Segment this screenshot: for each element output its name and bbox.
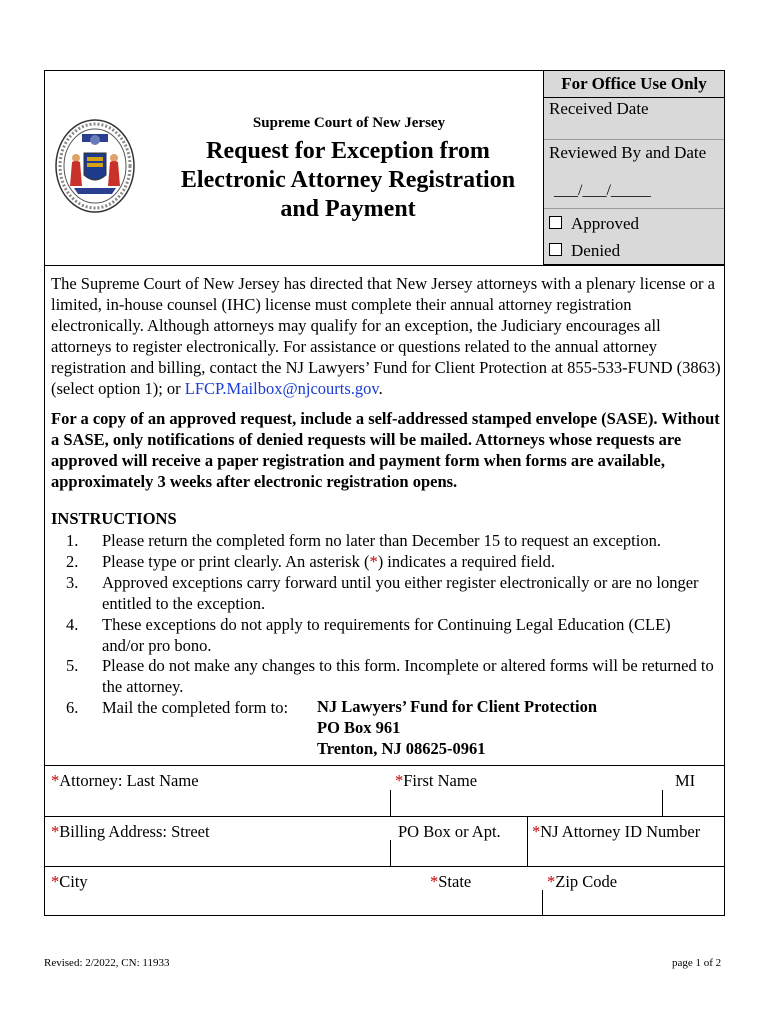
instruction-text: These exceptions do not apply to requirements for Continuing Legal Education (CLE) and/or pro bono. [102, 615, 671, 655]
denied-label: Denied [571, 241, 621, 260]
instruction-number: 4. [66, 615, 79, 634]
reviewed-by-label: Reviewed By and Date [549, 143, 707, 162]
review-date-blank: ___/___/_____ [554, 182, 651, 199]
intro-end: . [378, 379, 383, 398]
field-separator [527, 816, 528, 866]
office-divider [544, 208, 724, 209]
revision-note: Revised: 2/2022, CN: 11933 [44, 957, 170, 969]
instruction-number: 3. [66, 573, 79, 592]
page-number: page 1 of 2 [672, 957, 722, 969]
required-asterisk: * [430, 872, 439, 891]
mail-to-box: PO Box 961 [317, 718, 401, 737]
mail-to-name: NJ Lawyers’ Fund for Client Protection [317, 697, 598, 716]
instruction-text: Please return the completed form no later than December 15 to request an exception. [102, 531, 661, 550]
instruction-number: 5. [66, 656, 79, 675]
required-asterisk: * [547, 872, 556, 891]
denied-option[interactable] [549, 241, 620, 261]
title-line-1: Request for Exception from [206, 138, 490, 164]
instruction-text [102, 551, 716, 572]
attorney-id-label: NJ Attorney ID Number [540, 822, 701, 841]
field-separator [390, 790, 391, 816]
street-label: Billing Address: Street [59, 822, 210, 841]
state-field[interactable] [430, 872, 471, 892]
office-use-title: For Office Use Only [544, 71, 724, 98]
office-divider [544, 139, 724, 140]
last-name-label: Attorney: Last Name [59, 771, 199, 790]
form-title [162, 137, 534, 224]
zip-field[interactable] [547, 872, 617, 892]
instruction-number: 1. [66, 531, 79, 550]
required-asterisk: * [51, 872, 60, 891]
city-field[interactable] [51, 872, 88, 892]
intro-text: The Supreme Court of New Jersey has directed that New Jersey attorneys with a plenary license or a limited, in-house counsel (IHC) license must complete their annual attorney registration electronically. Although attorneys may qualify for an exception, the Judiciary encourages all attorneys to register electronically. For assistance or questions related to the annual attorney registration and billing, contact the NJ Lawyers’ Fund for Client Protection at 855-533-FUND (3863) (select option 1); or [51, 274, 721, 398]
mail-to-city: Trenton, NJ 08625-0961 [317, 739, 486, 758]
instruction-text: Approved exceptions carry forward until you either register electronically or are no longer entitled to the exception. [102, 573, 699, 613]
received-date-label: Received Date [549, 99, 649, 118]
office-use-box [543, 70, 725, 265]
field-separator [662, 790, 663, 816]
zip-label: Zip Code [555, 872, 618, 891]
approved-label: Approved [571, 214, 639, 233]
field-separator [542, 890, 543, 916]
intro-paragraph [51, 273, 723, 399]
first-name-label: First Name [403, 771, 478, 790]
attorney-id-field[interactable] [532, 822, 700, 842]
court-name: Supreme Court of New Jersey [252, 115, 446, 131]
nj-state-seal-icon [54, 118, 136, 214]
required-asterisk: * [51, 822, 60, 841]
required-asterisk: * [51, 771, 60, 790]
instruction-text-b: ) indicates a required field. [377, 552, 555, 571]
field-divider [45, 866, 724, 867]
approved-option[interactable] [549, 214, 639, 234]
instruction-text-a: Please type or print clearly. An asterisk ( [102, 552, 370, 571]
first-name-field[interactable] [395, 771, 477, 791]
approved-checkbox[interactable] [549, 216, 562, 229]
last-name-field[interactable] [51, 771, 199, 791]
street-field[interactable] [51, 822, 210, 842]
title-line-2: Electronic Attorney Registration [180, 167, 516, 193]
instruction-number: 6. [66, 698, 79, 717]
instruction-number: 2. [66, 552, 79, 571]
required-asterisk: * [532, 822, 541, 841]
instruction-text: Mail the completed form to: [102, 698, 289, 717]
instruction-text: Please do not make any changes to this form. Incomplete or altered forms will be returned to the attorney. [102, 656, 714, 696]
title-line-3: and Payment [280, 196, 416, 222]
city-label: City [59, 872, 88, 891]
asterisk: * [369, 552, 378, 571]
sase-notice: For a copy of an approved request, include a self-addressed stamped envelope (SASE). Without a SASE, only notifications of denied requests will be mailed. Attorneys whose requests are approved will receive a paper registration and payment form when forms are available, approximately 3 weeks after electronic registration opens. [51, 409, 720, 491]
state-label: State [438, 872, 472, 891]
email-link[interactable]: LFCP.Mailbox@njcourts.gov [184, 379, 379, 398]
field-divider [45, 816, 724, 817]
required-asterisk: * [395, 771, 404, 790]
po-box-field[interactable]: PO Box or Apt. [398, 822, 501, 841]
instructions-heading: INSTRUCTIONS [51, 509, 177, 528]
mi-field[interactable]: MI [675, 771, 696, 790]
denied-checkbox[interactable] [549, 243, 562, 256]
field-separator [390, 840, 391, 866]
